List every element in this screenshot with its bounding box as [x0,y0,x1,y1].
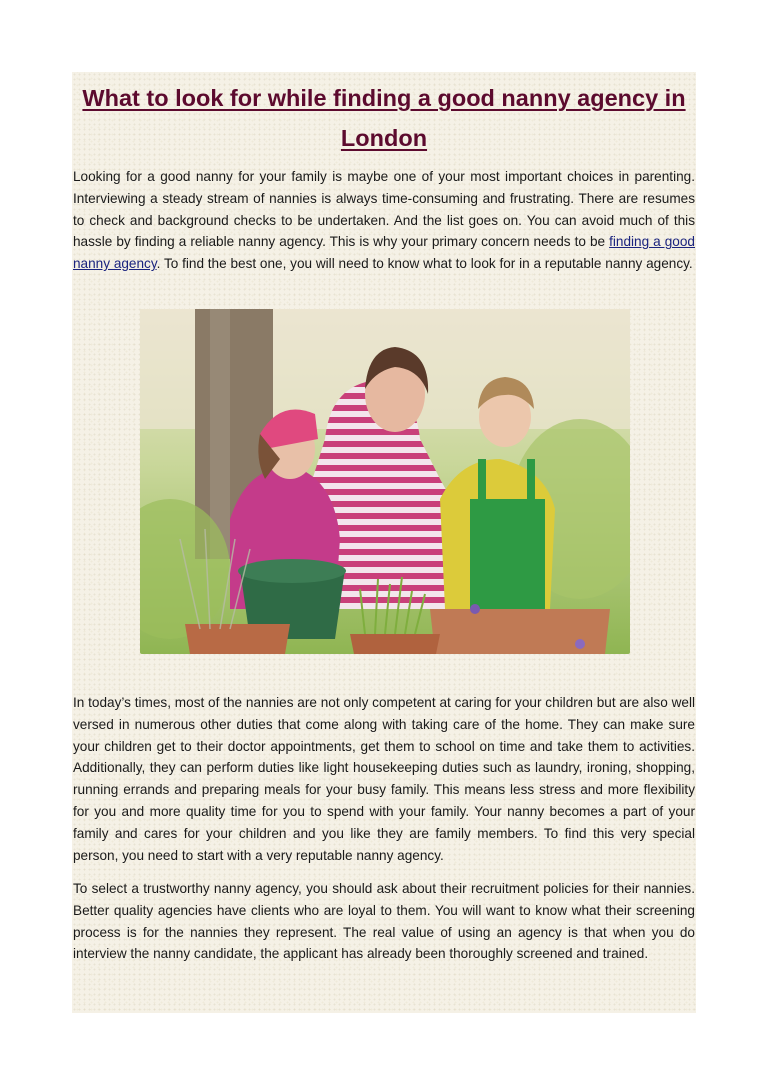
intro-paragraph [73,166,695,275]
duties-paragraph: In today’s times, most of the nannies are not only competent at caring for your children but are also well versed in numerous other duties that come along with taking care of the home. They can make sure your children get to their doctor appointments, get them to school on time and take them to activities. Additionally, they can perform duties like light housekeeping duties such as laundry, ironing, shopping, running errands and preparing meals for your busy family. This means less stress and more flexibility for you and more quality time for you to spend with your family. Your nanny becomes a part of your family and cares for your children and you like they are family members. To find this very special person, you need to start with a very reputable nanny agency. [73,695,695,863]
gardening-family-photo [140,309,630,654]
selection-paragraph: To select a trustworthy nanny agency, you should ask about their recruitment policies for their nannies. Better quality agencies have clients who are loyal to them. You will want to know what their screening process is for the nannies they represent. The real value of using an agency is that when you do interview the nanny candidate, the applicant has already been thoroughly screened and trained. [73,881,695,962]
page-title: What to look for while finding a good nanny agency in London [82,85,686,151]
photo-illustration [140,309,630,654]
intro-text-after-link: . To find the best one, you will need to know what to look for in a reputable nanny agency. [156,256,693,272]
document-page [72,72,696,1013]
finding-good-nanny-agency-link[interactable]: finding a good nanny agency [73,234,695,272]
intro-text-before-link: Looking for a good nanny for your family is maybe one of your most important choices in parenting. Interviewing a steady stream of nannies is always time-consuming and frustrating. There are resumes to check and background checks to be undertaken. And the list goes on. You can avoid much of this hassle by finding a reliable nanny agency. This is why your primary concern needs to be [73,169,695,250]
